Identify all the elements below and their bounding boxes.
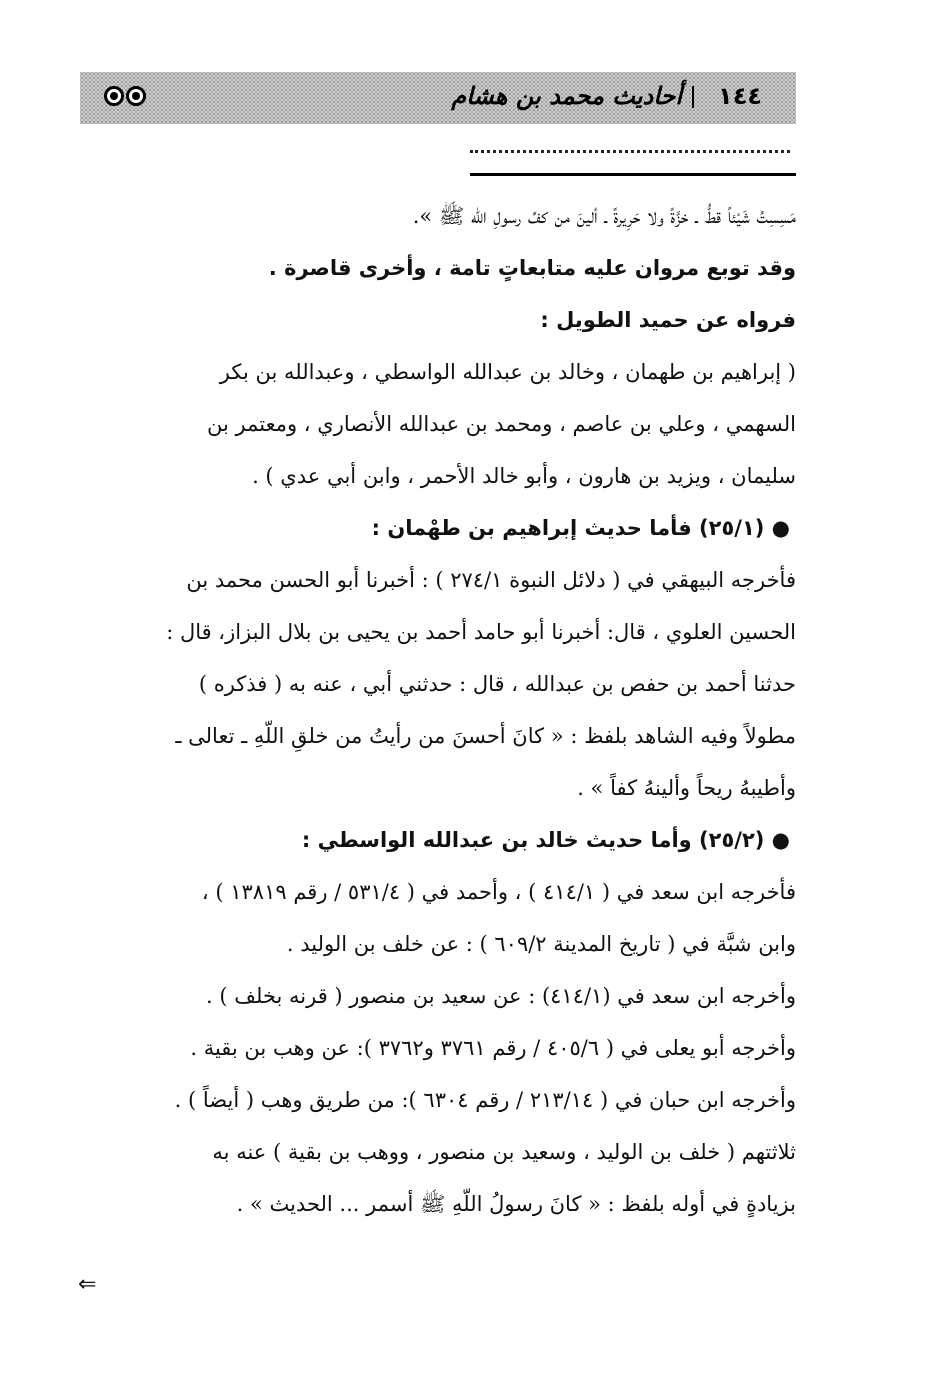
dotted-divider	[470, 150, 790, 153]
section-heading: ● (٢٥/٢) وأما حديث خالد بن عبدالله الواسطي :	[301, 828, 790, 852]
ornament-circle-icon	[126, 86, 146, 106]
text-line: مَسِسِتُ شَيْئاً قطُّ ـ خزَّةً ولا حَرِيرةً ـ ألينَ من كفِّ رسولِ اللّه ﷺ ».	[412, 204, 796, 228]
text-line: وأخرجه ابن سعد في (٤١٤/١) : عن سعيد بن منصور ( قرنه بخلف ) .	[206, 984, 796, 1008]
book-title: أحاديث محمد بن هشام	[451, 82, 683, 110]
section-heading: ● (٢٥/١) فأما حديث إبراهيم بن طهْمان :	[371, 516, 790, 540]
text-line: وأخرجه ابن حبان في ( ٢١٣/١٤ / رقم ٦٣٠٤ ): من طريق وهب ( أيضاً ) .	[174, 1088, 796, 1112]
text-line: فرواه عن حميد الطويل :	[540, 308, 796, 332]
header-ornament	[104, 86, 146, 106]
text-line: ثلاثتهم ( خلف بن الوليد ، وسعيد بن منصور ، ووهب بن بقية ) عنه به	[212, 1140, 796, 1164]
text-line: وأخرجه أبو يعلى في ( ٤٠٥/٦ / رقم ٣٧٦١ و٣٧٦٢ ): عن وهب بن بقية .	[190, 1036, 796, 1060]
text-line: وقد توبع مروان عليه متابعاتٍ تامة ، وأخرى قاصرة .	[268, 256, 796, 280]
page-number: ١٤٤	[718, 82, 762, 110]
text-line: مطولاً وفيه الشاهد بلفظ : « كانَ أحسنَ من رأيتُ من خلقِ اللّهِ ـ تعالى ـ	[175, 724, 796, 748]
header-separator	[692, 86, 694, 108]
text-line: فأخرجه البيهقي في ( دلائل النبوة ٢٧٤/١ ) : أخبرنا أبو الحسن محمد بن	[186, 568, 796, 592]
solid-divider	[470, 173, 796, 176]
text-line: الحسين العلوي ، قال: أخبرنا أبو حامد أحمد بن يحيى بن بلال البزاز، قال :	[166, 620, 796, 644]
text-line: بزيادةٍ في أوله بلفظ : « كانَ رسولُ اللّهِ ﷺ أسمر ... الحديث » .	[236, 1192, 796, 1216]
page-body	[76, 190, 796, 1230]
ornament-circle-icon	[104, 86, 124, 106]
text-line: سليمان ، ويزيد بن هارون ، وأبو خالد الأحمر ، وابن أبي عدي ) .	[252, 464, 796, 488]
continue-arrow-icon: ⇐	[78, 1272, 97, 1297]
text-line: فأخرجه ابن سعد في ( ٤١٤/١ ) ، وأحمد في ( ٥٣١/٤ / رقم ١٣٨١٩ ) ،	[201, 880, 796, 904]
text-line: وابن شبَّة في ( تاريخ المدينة ٦٠٩/٢ ) : عن خلف بن الوليد .	[286, 932, 796, 956]
text-line: حدثنا أحمد بن حفص بن عبدالله ، قال : حدثني أبي ، عنه به ( فذكره )	[198, 672, 796, 696]
text-line: وأطيبهُ ريحاً وألينهُ كفاً » .	[577, 776, 796, 800]
text-line: ( إبراهيم بن طهمان ، وخالد بن عبدالله الواسطي ، وعبدالله بن بكر	[219, 360, 796, 384]
text-line: السهمي ، وعلي بن عاصم ، ومحمد بن عبدالله الأنصاري ، ومعتمر بن	[207, 412, 796, 436]
header-title	[451, 82, 762, 110]
page-header	[80, 72, 796, 124]
